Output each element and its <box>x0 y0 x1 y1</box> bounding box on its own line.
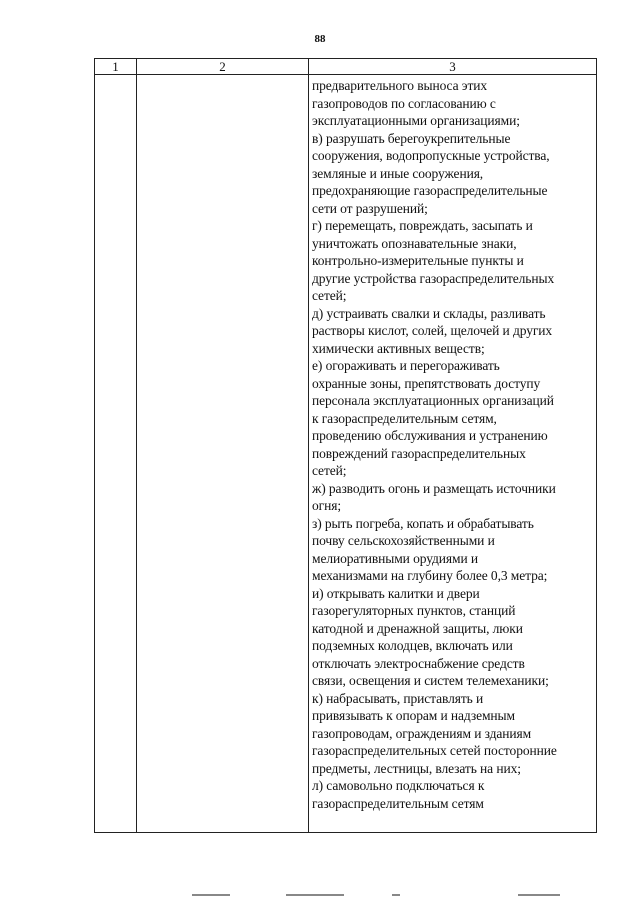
text-line: уничтожать опознавательные знаки, <box>312 235 517 251</box>
text-line: е) огораживать и перегораживать <box>312 358 500 373</box>
text-line: катодной и дренажной защиты, люки <box>312 620 523 636</box>
text-line: отключать электроснабжение средств <box>312 655 525 671</box>
footer-dash <box>518 894 560 896</box>
footer-dash <box>192 894 230 896</box>
text-line: к газораспределительным сетям, <box>312 410 497 426</box>
column-header-3: 3 <box>309 59 597 75</box>
footer-cropped-text <box>0 894 640 900</box>
text-line: и) открывать калитки и двери <box>312 585 480 601</box>
text-line: з) рыть погреба, копать и обрабатывать <box>312 515 534 531</box>
text-line: д) устраивать свалки и склады, разливать <box>312 305 546 321</box>
text-line: механизмами на глубину более 0,3 метра; <box>312 568 548 583</box>
text-line: в) разрушать берегоукрепительные <box>312 130 511 146</box>
text-line: контрольно-измерительные пункты и <box>312 253 524 268</box>
table-row <box>95 75 597 833</box>
text-line: мелиоративными орудиями и <box>312 550 478 566</box>
text-line: связи, освещения и систем телемеханики; <box>312 673 549 688</box>
text-line: сетей; <box>312 463 347 478</box>
text-line: г) перемещать, повреждать, засыпать и <box>312 218 533 233</box>
text-line: газораспределительным сетям <box>312 795 484 811</box>
text-line: газорегуляторных пунктов, станций <box>312 603 516 618</box>
text-line: подземных колодцев, включать или <box>312 638 513 653</box>
text-line: предохраняющие газораспределительные <box>312 183 548 198</box>
text-line: предварительного выноса этих <box>312 78 488 93</box>
text-line: персонала эксплуатационных организаций <box>312 393 554 408</box>
text-line: привязывать к опорам и надземным <box>312 708 515 723</box>
text-line: охранные зоны, препятствовать доступу <box>312 375 541 391</box>
text-line: сетей; <box>312 288 347 303</box>
text-line: земляные и иные сооружения, <box>312 165 484 181</box>
table-header-row <box>95 59 597 75</box>
text-line: л) самовольно подключаться к <box>312 778 485 793</box>
text-line: почву сельскохозяйственными и <box>312 533 495 548</box>
text-line: другие устройства газораспределительных <box>312 270 555 286</box>
text-line: химически активных веществ; <box>312 340 485 356</box>
text-line: проведению обслуживания и устранению <box>312 428 548 443</box>
text-line: газопроводам, ограждениям и зданиям <box>312 725 532 741</box>
text-line: газопроводов по согласованию с <box>312 95 496 111</box>
text-line: сооружения, водопропускные устройства, <box>312 148 550 163</box>
footer-dash <box>392 894 400 896</box>
text-line: ж) разводить огонь и размещать источники <box>312 480 556 496</box>
footer-dash <box>286 894 344 896</box>
column-header-1: 1 <box>95 59 137 75</box>
column-header-2: 2 <box>137 59 309 75</box>
document-table <box>94 58 597 833</box>
column-3-cell <box>309 75 597 833</box>
text-line: газораспределительных сетей посторонние <box>312 743 557 758</box>
column-2-cell <box>137 75 309 833</box>
text-line: эксплуатационными организациями; <box>312 113 520 128</box>
text-line: огня; <box>312 498 341 513</box>
column-3-text-block <box>312 77 594 812</box>
text-line: повреждений газораспределительных <box>312 445 526 461</box>
text-line: сети от разрушений; <box>312 200 428 216</box>
page-number: 88 <box>314 33 326 45</box>
column-1-cell <box>95 75 137 833</box>
text-line: предметы, лестницы, влезать на них; <box>312 760 521 776</box>
text-line: к) набрасывать, приставлять и <box>312 690 484 706</box>
text-line: растворы кислот, солей, щелочей и других <box>312 323 553 338</box>
